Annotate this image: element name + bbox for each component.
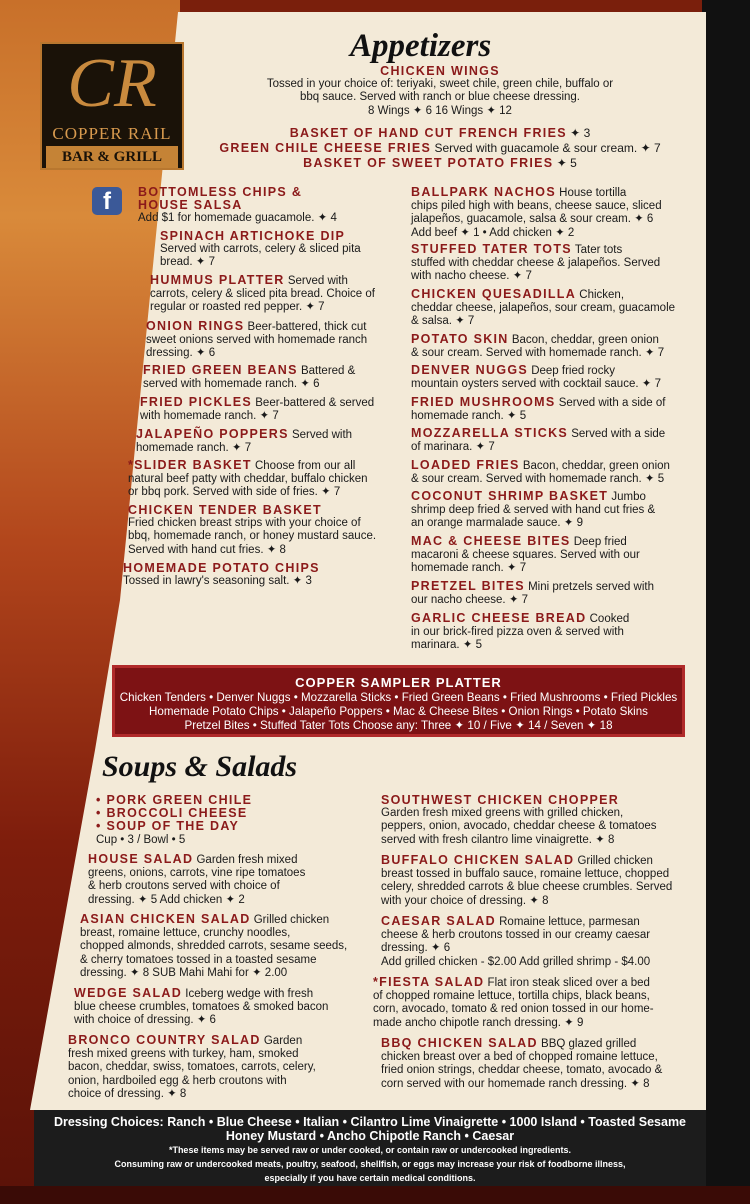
menu-item (381, 854, 703, 908)
item-desc: macaroni & cheese squares. Served with our (411, 549, 640, 562)
menu-item (128, 459, 404, 500)
item-name: WEDGE SALAD (74, 986, 183, 1000)
item-price: ✦ 3 (566, 126, 591, 140)
item-desc: Cooked (586, 613, 630, 625)
item-name: BASKET OF HAND CUT FRENCH FRIES (289, 126, 567, 140)
menu-item (381, 1037, 703, 1091)
item-desc: bbq sauce. Served with ranch or blue cheese dressing. (300, 91, 580, 104)
item-desc: served with fresh cilantro lime vinaigrette. ✦ 8 (381, 833, 615, 846)
item-name: FRIED MUSHROOMS (411, 395, 556, 409)
item-name: STUFFED TATER TOTS (411, 242, 572, 256)
sampler-line: Chicken Tenders • Denver Nuggs • Mozzarella Sticks • Fried Green Beans • Fried Mushrooms • Fried Pickles (119, 691, 678, 704)
item-desc: & sour cream. Served with homemade ranch. ✦ 7 (411, 347, 665, 360)
raw-warning: Consuming raw or undercooked meats, poultry, seafood, shellfish, or eggs may increase your risk of foodborne illness, (114, 1159, 626, 1169)
item-desc: bacon, cheddar, swiss, tomatoes, carrots, celery, (68, 1061, 316, 1074)
menu-item (411, 427, 703, 454)
menu-item (128, 504, 404, 557)
item-desc: Deep fried (570, 536, 627, 548)
menu-item (88, 853, 388, 907)
item-desc: jalapeños, guacamole, salsa & sour cream. ✦ 6 (411, 213, 654, 226)
item-desc: chopped almonds, shredded carrots, sesame seeds, (80, 940, 348, 953)
menu-item (411, 333, 703, 360)
item-desc: Flat iron steak sliced over a bed (484, 977, 650, 989)
item-name: LOADED FRIES (411, 458, 520, 472)
item-name: CHICKEN QUESADILLA (411, 287, 577, 301)
item-desc: choice of dressing. ✦ 8 (68, 1087, 187, 1100)
item-desc: Served with (288, 429, 353, 441)
menu-item (150, 274, 400, 315)
logo-monogram: CR (67, 45, 157, 122)
item-desc: sweet onions served with homemade ranch (146, 334, 368, 347)
item-desc: of marinara. ✦ 7 (411, 441, 495, 454)
item-desc: Bacon, cheddar, green onion (519, 460, 670, 472)
dressing-choices: Honey Mustard • Ancho Chipotle Ranch • Caesar (225, 1129, 515, 1143)
item-name: SPINACH ARTICHOKE DIP (160, 229, 346, 243)
item-name: ONION RINGS (146, 319, 245, 333)
item-name: FRIED GREEN BEANS (143, 363, 298, 377)
item-name: COCONUT SHRIMP BASKET (411, 489, 609, 503)
fries-item (170, 127, 710, 171)
menu-item (411, 490, 703, 531)
item-desc: Add $1 for homemade guacamole. ✦ 4 (138, 212, 337, 225)
item-desc: homemade ranch. ✦ 7 (136, 442, 252, 455)
item-name: GREEN CHILE CHEESE FRIES (219, 141, 432, 156)
item-desc: Mini pretzels served with (524, 581, 655, 593)
item-desc: dressing. ✦ 5 Add chicken ✦ 2 (88, 893, 245, 906)
copper-sampler-platter (112, 665, 685, 737)
item-desc: onion, hardboiled egg & herb croutons with (68, 1074, 287, 1087)
item-desc: Beer-battered & served (252, 397, 375, 409)
item-desc: chicken breast over a bed of chopped romaine lettuce, (381, 1051, 658, 1064)
item-desc: Battered & (297, 365, 356, 377)
item-name: BALLPARK NACHOS (411, 185, 556, 199)
item-desc: Cup • 3 / Bowl • 5 (96, 833, 186, 846)
item-desc: dressing. ✦ 6 (381, 942, 451, 955)
item-desc: & sour cream. Served with homemade ranch. ✦ 5 (411, 473, 665, 486)
item-desc: homemade ranch. ✦ 7 (411, 562, 527, 575)
item-name: BUFFALO CHICKEN SALAD (381, 853, 575, 867)
item-desc: blue cheese crumbles, tomatoes & smoked bacon (74, 1001, 329, 1014)
item-desc: & salsa. ✦ 7 (411, 315, 475, 328)
item-desc: Grilled chicken (250, 914, 330, 926)
item-name: HOUSE SALAD (88, 852, 194, 866)
item-desc: corn, avocado, tomato & red onion tossed in our home- (373, 1003, 654, 1016)
item-name: *SLIDER BASKET (128, 458, 252, 472)
menu-item (411, 396, 703, 423)
item-name: *FIESTA SALAD (373, 975, 485, 989)
menu-item (411, 535, 703, 576)
item-desc: dressing. ✦ 8 SUB Mahi Mahi for ✦ 2.00 (80, 966, 288, 979)
item-desc: celery, shredded carrots & blue cheese crumbles. Served (381, 881, 673, 894)
item-name: CHICKEN TENDER BASKET (128, 503, 322, 517)
item-desc: & herb croutons served with choice of (88, 880, 280, 893)
raw-warning: *These items may be served raw or under cooked, or contain raw or undercooked ingredients. (168, 1145, 572, 1155)
item-desc: Tater tots (571, 244, 623, 256)
item-name: FRIED PICKLES (140, 395, 253, 409)
menu-item (381, 794, 703, 847)
item-name: SOUTHWEST CHICKEN CHOPPER (381, 793, 620, 807)
raw-warning: especially if you have certain medical conditions. (264, 1173, 476, 1183)
item-desc: in our brick-fired pizza oven & served with (411, 626, 624, 639)
item-desc: cheddar cheese, jalapeños, sour cream, guacamole (411, 302, 676, 315)
facebook-icon[interactable]: f (92, 187, 122, 215)
item-desc: Grilled chicken (574, 855, 653, 867)
sampler-title: COPPER SAMPLER PLATTER (295, 675, 502, 690)
menu-item (96, 794, 386, 847)
item-desc: cheese & herb croutons tossed in our creamy caesar (381, 929, 651, 942)
menu-item (80, 913, 380, 980)
item-desc: fresh mixed greens with turkey, ham, smoked (68, 1048, 299, 1061)
menu-item (411, 288, 703, 329)
item-desc: House tortilla (555, 187, 627, 199)
item-desc: Served with (284, 275, 348, 287)
sampler-line: Homemade Potato Chips • Jalapeño Poppers • Mac & Cheese Bites • Onion Rings • Potato Skins (149, 705, 648, 718)
chicken-wings-item (190, 65, 690, 118)
copper-rail-logo (40, 42, 184, 170)
item-desc: carrots, celery & sliced pita bread. Choice of (150, 288, 375, 301)
item-name: POTATO SKIN (411, 332, 509, 346)
item-desc: Deep fried rocky (528, 365, 615, 377)
menu-item (74, 987, 374, 1028)
item-name: BBQ CHICKEN SALAD (381, 1036, 538, 1050)
item-desc: Iceberg wedge with fresh (182, 988, 314, 1000)
item-desc: marinara. ✦ 5 (411, 639, 482, 652)
item-desc: made ancho chipotle ranch dressing. ✦ 9 (373, 1016, 584, 1029)
item-name: • BROCCOLI CHEESE (96, 806, 248, 821)
item-name: JALAPEÑO POPPERS (136, 427, 289, 441)
dressing-choices: Dressing Choices: Ranch • Blue Cheese • Italian • Cilantro Lime Vinaigrette • 1000 Island • Toasted Sesame (53, 1115, 687, 1129)
item-name: • PORK GREEN CHILE (96, 793, 253, 807)
item-desc: with nacho cheese. ✦ 7 (411, 270, 532, 283)
item-name: HOUSE SALSA (138, 198, 243, 213)
menu-item (138, 186, 398, 226)
item-desc: Romaine lettuce, parmesan (495, 916, 640, 928)
item-price: ✦ 5 (553, 156, 577, 171)
item-desc: or bbq pork. Served with side of fries. ✦ 7 (128, 486, 341, 499)
dressing-footer (34, 1110, 706, 1186)
item-name: BASKET OF SWEET POTATO FRIES (303, 156, 554, 171)
item-name: MAC & CHEESE BITES (411, 534, 571, 548)
item-desc: Chicken, (576, 289, 625, 301)
item-desc: shrimp deep fried & served with hand cut fries & (411, 504, 656, 517)
menu-item (411, 612, 703, 653)
item-desc: with homemade ranch. ✦ 7 (140, 410, 279, 423)
item-name: ASIAN CHICKEN SALAD (80, 912, 251, 926)
item-desc: chips piled high with beans, cheese sauce, sliced (411, 200, 662, 213)
item-desc: Served with a side (568, 428, 666, 440)
logo-sub: BAR & GRILL (46, 146, 178, 168)
item-desc: served with homemade ranch. ✦ 6 (143, 378, 320, 391)
menu-item (411, 364, 703, 391)
menu-item (411, 243, 703, 284)
item-desc: bbq, homemade ranch, or honey mustard sauce. (128, 530, 377, 543)
item-name: BOTTOMLESS CHIPS & (138, 185, 303, 199)
item-name: MOZZARELLA STICKS (411, 426, 569, 440)
item-desc: bread. ✦ 7 (160, 256, 216, 269)
item-desc: Choose from our all (251, 460, 356, 472)
item-desc: Garden (260, 1035, 303, 1047)
item-desc: Served with carrots, celery & sliced pita (160, 243, 361, 256)
logo-name: COPPER RAIL (52, 124, 172, 143)
item-desc: homemade ranch. ✦ 5 (411, 410, 527, 423)
item-desc: an orange marmalade sauce. ✦ 9 (411, 517, 584, 530)
item-desc: Served with hand cut fries. ✦ 8 (128, 543, 286, 556)
item-name: HOMEMADE POTATO CHIPS (123, 561, 320, 575)
right-dark-border (702, 0, 750, 1204)
menu-item (381, 915, 703, 969)
item-name: • SOUP OF THE DAY (96, 819, 240, 834)
item-desc: Tossed in your choice of: teriyaki, sweet chile, green chile, buffalo or (266, 78, 614, 91)
menu-item (373, 976, 703, 1030)
menu-item (123, 562, 403, 588)
item-desc: Jumbo (608, 491, 646, 503)
item-desc: our nacho cheese. ✦ 7 (411, 594, 529, 607)
item-desc: peppers, onion, avocado, cheddar cheese & tomatoes (381, 820, 657, 833)
item-desc: Tossed in lawry's seasoning salt. ✦ 3 (123, 575, 312, 588)
item-desc: Add beef ✦ 1 • Add chicken ✦ 2 (411, 226, 575, 239)
item-name: CHICKEN WINGS (380, 64, 500, 78)
item-desc: corn served with our homemade ranch dressing. ✦ 8 (381, 1077, 650, 1090)
appetizers-title: Appetizers (350, 28, 492, 64)
item-desc: Bacon, cheddar, green onion (508, 334, 659, 346)
menu-item (143, 364, 403, 391)
menu-item (411, 459, 703, 486)
item-desc: breast, romaine lettuce, crunchy noodles, (80, 927, 291, 940)
item-desc: natural beef patty with cheddar, buffalo chicken (128, 473, 368, 486)
item-desc: Fried chicken breast strips with your choice of (128, 517, 361, 530)
menu-item (68, 1034, 374, 1101)
menu-item (136, 428, 402, 455)
item-desc: regular or roasted red pepper. ✦ 7 (150, 301, 325, 314)
bottom-border (0, 1186, 750, 1204)
item-name: CAESAR SALAD (381, 914, 496, 928)
item-name: DENVER NUGGS (411, 363, 529, 377)
menu-item (160, 230, 400, 270)
item-desc: Add grilled chicken - $2.00 Add grilled shrimp - $4.00 (381, 955, 651, 968)
item-name: PRETZEL BITES (411, 579, 525, 593)
item-desc: with your choice of dressing. ✦ 8 (381, 894, 549, 907)
item-desc: Beer-battered, thick cut (244, 321, 367, 333)
item-name: GARLIC CHEESE BREAD (411, 611, 587, 625)
item-desc: Garden fresh mixed (193, 854, 298, 866)
menu-item (411, 580, 703, 607)
soups-salads-title: Soups & Salads (102, 750, 298, 783)
item-desc: breast tossed in buffalo sauce, romaine lettuce, chopped (381, 868, 670, 881)
item-name: HUMMUS PLATTER (150, 273, 285, 287)
sampler-line: Pretzel Bites • Stuffed Tater Tots Choose any: Three ✦ 10 / Five ✦ 14 / Seven ✦ 18 (184, 719, 613, 732)
item-desc: fried onion strings, cheddar cheese, tomato, avocado & (381, 1064, 663, 1077)
menu-item (140, 396, 404, 423)
item-name: BRONCO COUNTRY SALAD (68, 1033, 261, 1047)
item-desc: 8 Wings ✦ 6 16 Wings ✦ 12 (368, 104, 512, 117)
menu-item (411, 186, 703, 240)
item-desc: stuffed with cheddar cheese & jalapeños. Served (411, 257, 661, 270)
item-desc: with choice of dressing. ✦ 6 (74, 1014, 216, 1027)
item-desc: of chopped romaine lettuce, tortilla chips, black beans, (373, 990, 650, 1003)
item-desc: mountain oysters served with cocktail sauce. ✦ 7 (411, 378, 661, 391)
item-desc: BBQ glazed grilled (537, 1038, 637, 1050)
item-desc: & cherry tomatoes tossed in a toasted sesame (80, 953, 317, 966)
item-desc: greens, onions, carrots, vine ripe tomatoes (88, 867, 306, 880)
item-desc: Served with guacamole & sour cream. ✦ 7 (431, 141, 661, 156)
item-desc: Served with a side of (555, 397, 666, 409)
item-desc: Garden fresh mixed greens with grilled chicken, (381, 807, 624, 820)
item-desc: dressing. ✦ 6 (146, 347, 216, 360)
menu-item (146, 320, 402, 361)
